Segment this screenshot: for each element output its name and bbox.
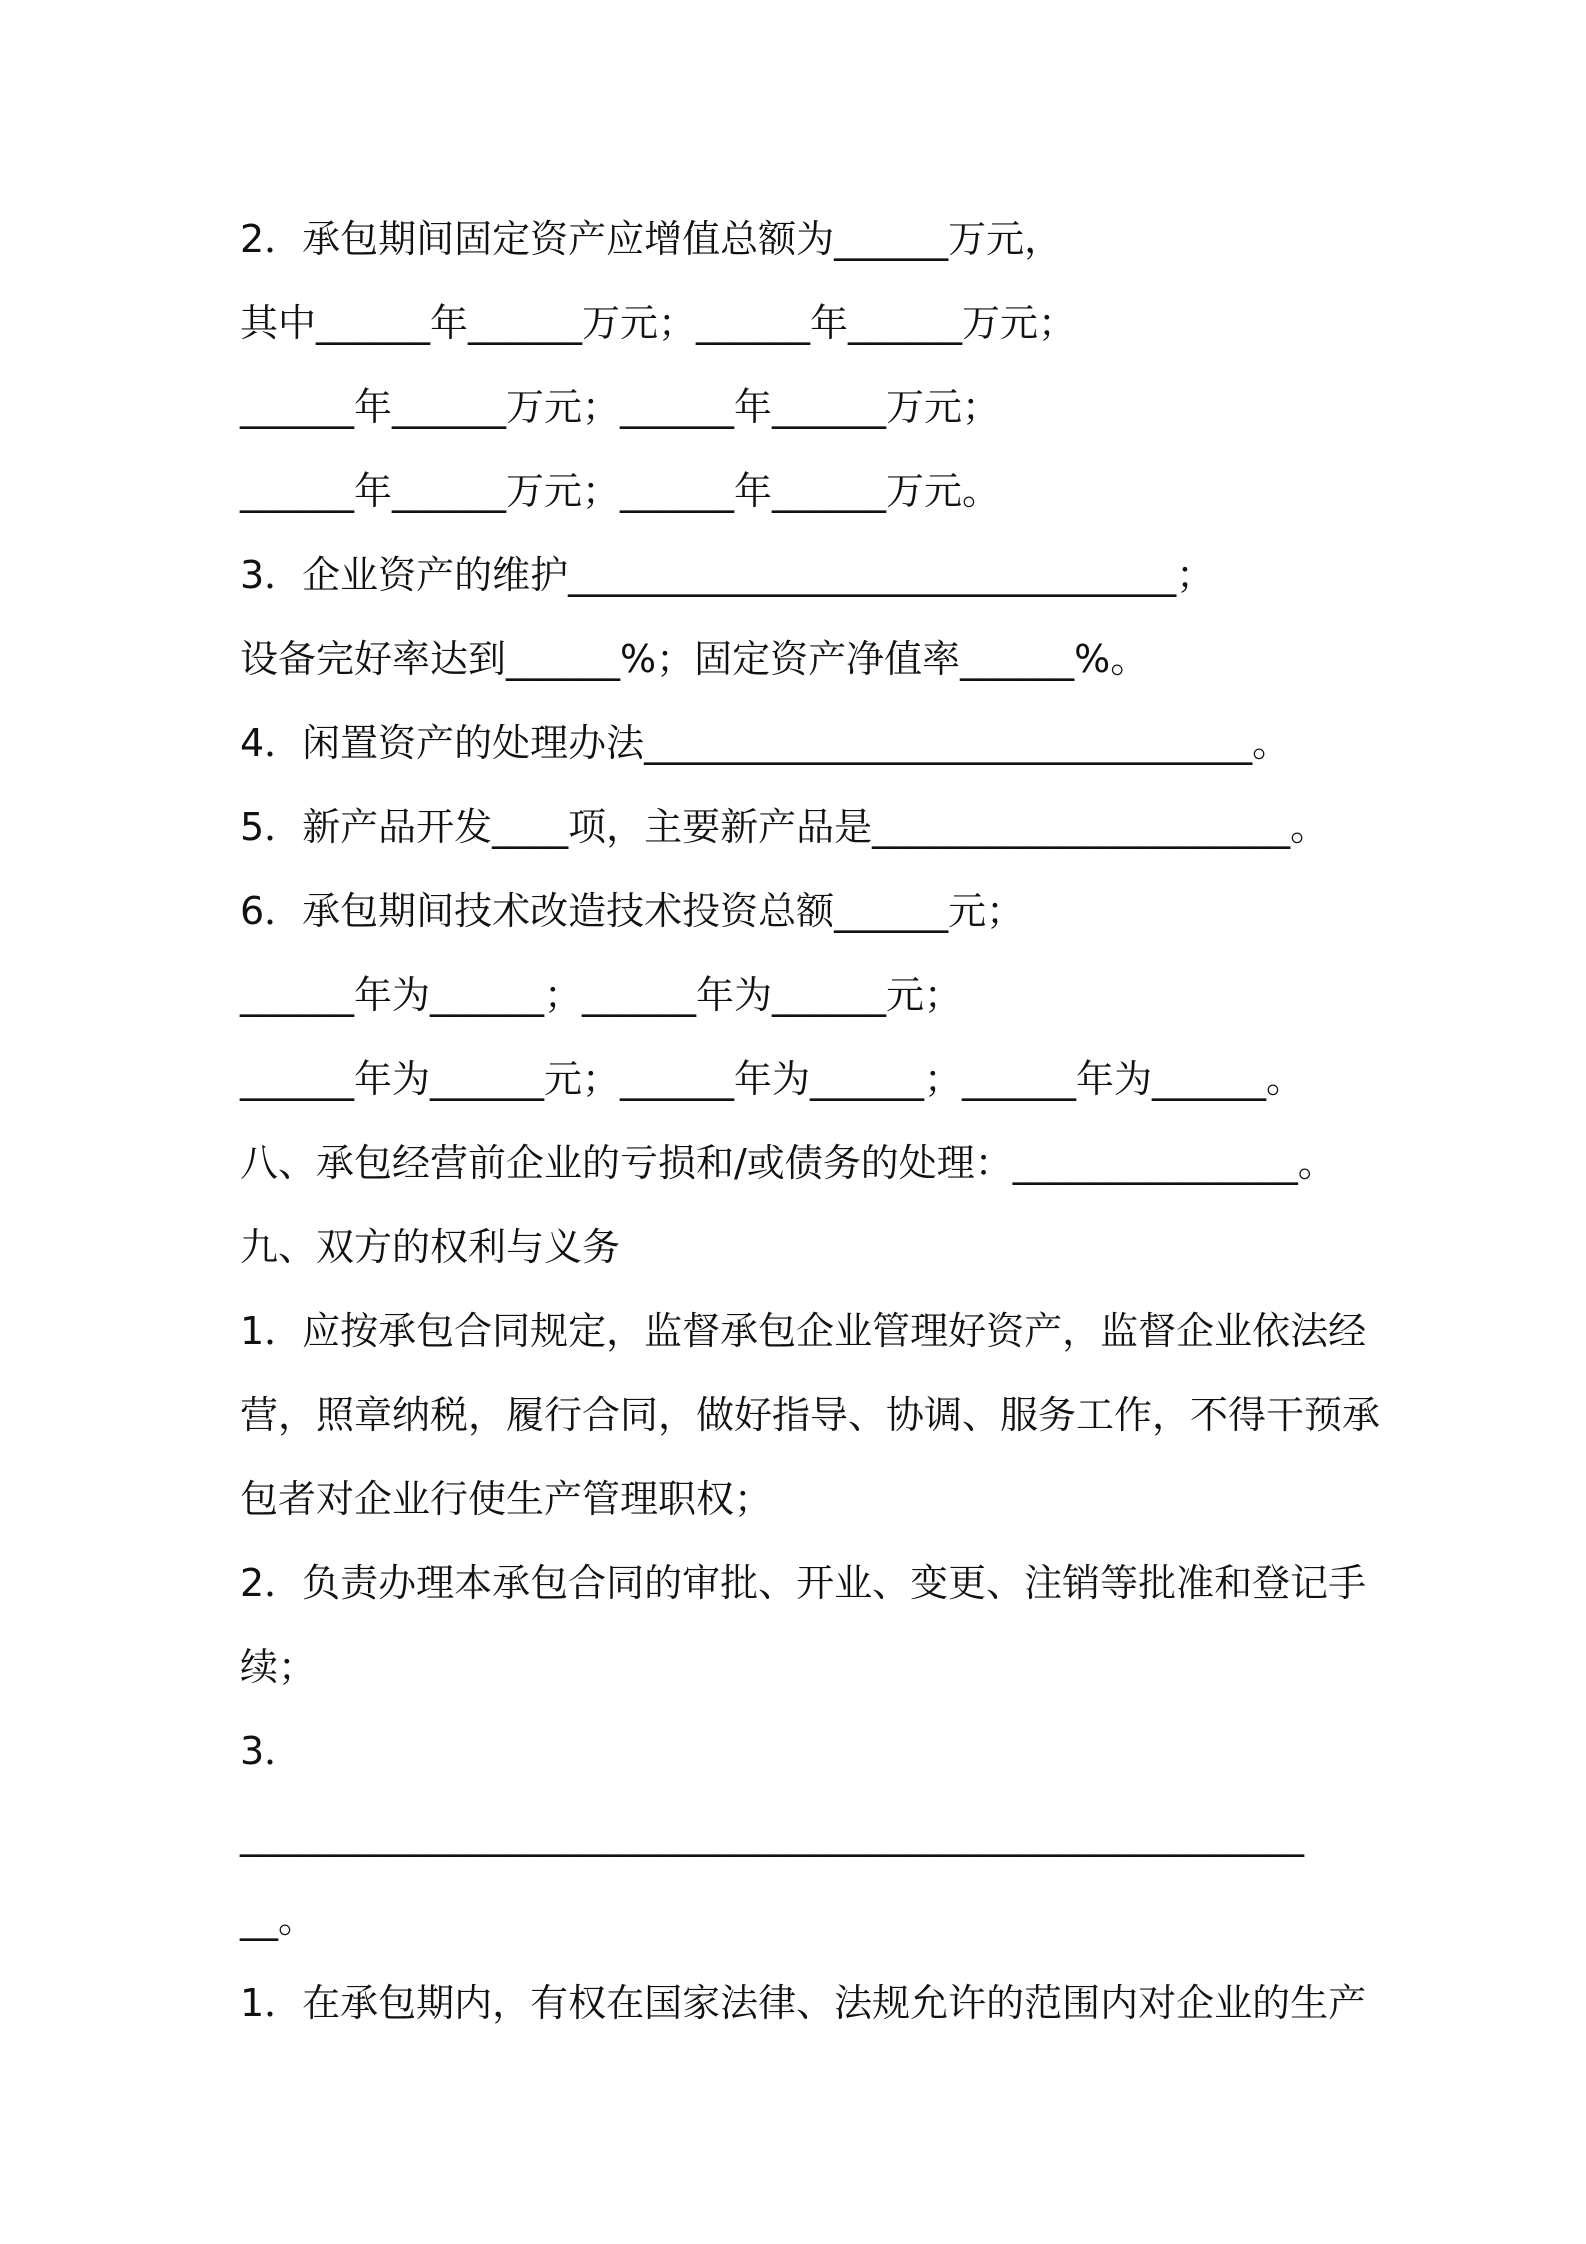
clause-2-breakdown-line-2: ______年______万元；______年______万元； [240, 385, 1001, 429]
right-1-line-1: 1．在承包期内，有权在国家法律、法规允许的范围内对企业的生产 [240, 1981, 1367, 2025]
clause-6-breakdown-line-2: ______年为______元；______年为______；______年为______。 [240, 1057, 1305, 1101]
clause-6-breakdown-line-1: ______年为______；______年为______元； [240, 973, 963, 1017]
duty-2-line-2: 续； [240, 1645, 317, 1689]
section-9-heading: 九、双方的权利与义务 [240, 1225, 621, 1269]
clause-2-fixed-asset-total: 2．承包期间固定资产应增值总额为______万元， [240, 217, 1063, 261]
clause-2-breakdown-line-1: 其中______年______万元；______年______万元； [240, 301, 1077, 345]
duty-2-line-1: 2．负责办理本承包合同的审批、开业、变更、注销等批准和登记手 [240, 1561, 1367, 1605]
duty-1-line-1: 1．应按承包合同规定，监督承包企业管理好资产，监督企业依法经 [240, 1309, 1367, 1353]
clause-5-new-products: 5．新产品开发____项，主要新产品是______________________。 [240, 805, 1329, 849]
section-8-heading: 八、承包经营前企业的亏损和/或债务的处理：_______________。 [240, 1141, 1336, 1185]
clause-3-asset-maintenance: 3．企业资产的维护________________________________； [240, 553, 1215, 597]
document-body [240, 197, 1381, 2045]
duty-3-blank-end: __。 [240, 1897, 317, 1941]
duty-3-label: 3． [240, 1729, 303, 1773]
clause-6-tech-investment: 6．承包期间技术改造技术投资总额______元； [240, 889, 1025, 933]
clause-3-equipment-rate: 设备完好率达到______%；固定资产净值率______%。 [240, 637, 1149, 681]
duty-1-line-2: 营，照章纳税，履行合同，做好指导、协调、服务工作，不得干预承 [240, 1393, 1381, 1437]
duty-3-blank-line: ________________________________________________________ [240, 1813, 1304, 1857]
duty-1-line-3: 包者对企业行使生产管理职权； [240, 1477, 773, 1521]
clause-2-breakdown-line-3: ______年______万元；______年______万元。 [240, 469, 1001, 513]
clause-4-idle-assets: 4．闲置资产的处理办法________________________________。 [240, 721, 1291, 765]
